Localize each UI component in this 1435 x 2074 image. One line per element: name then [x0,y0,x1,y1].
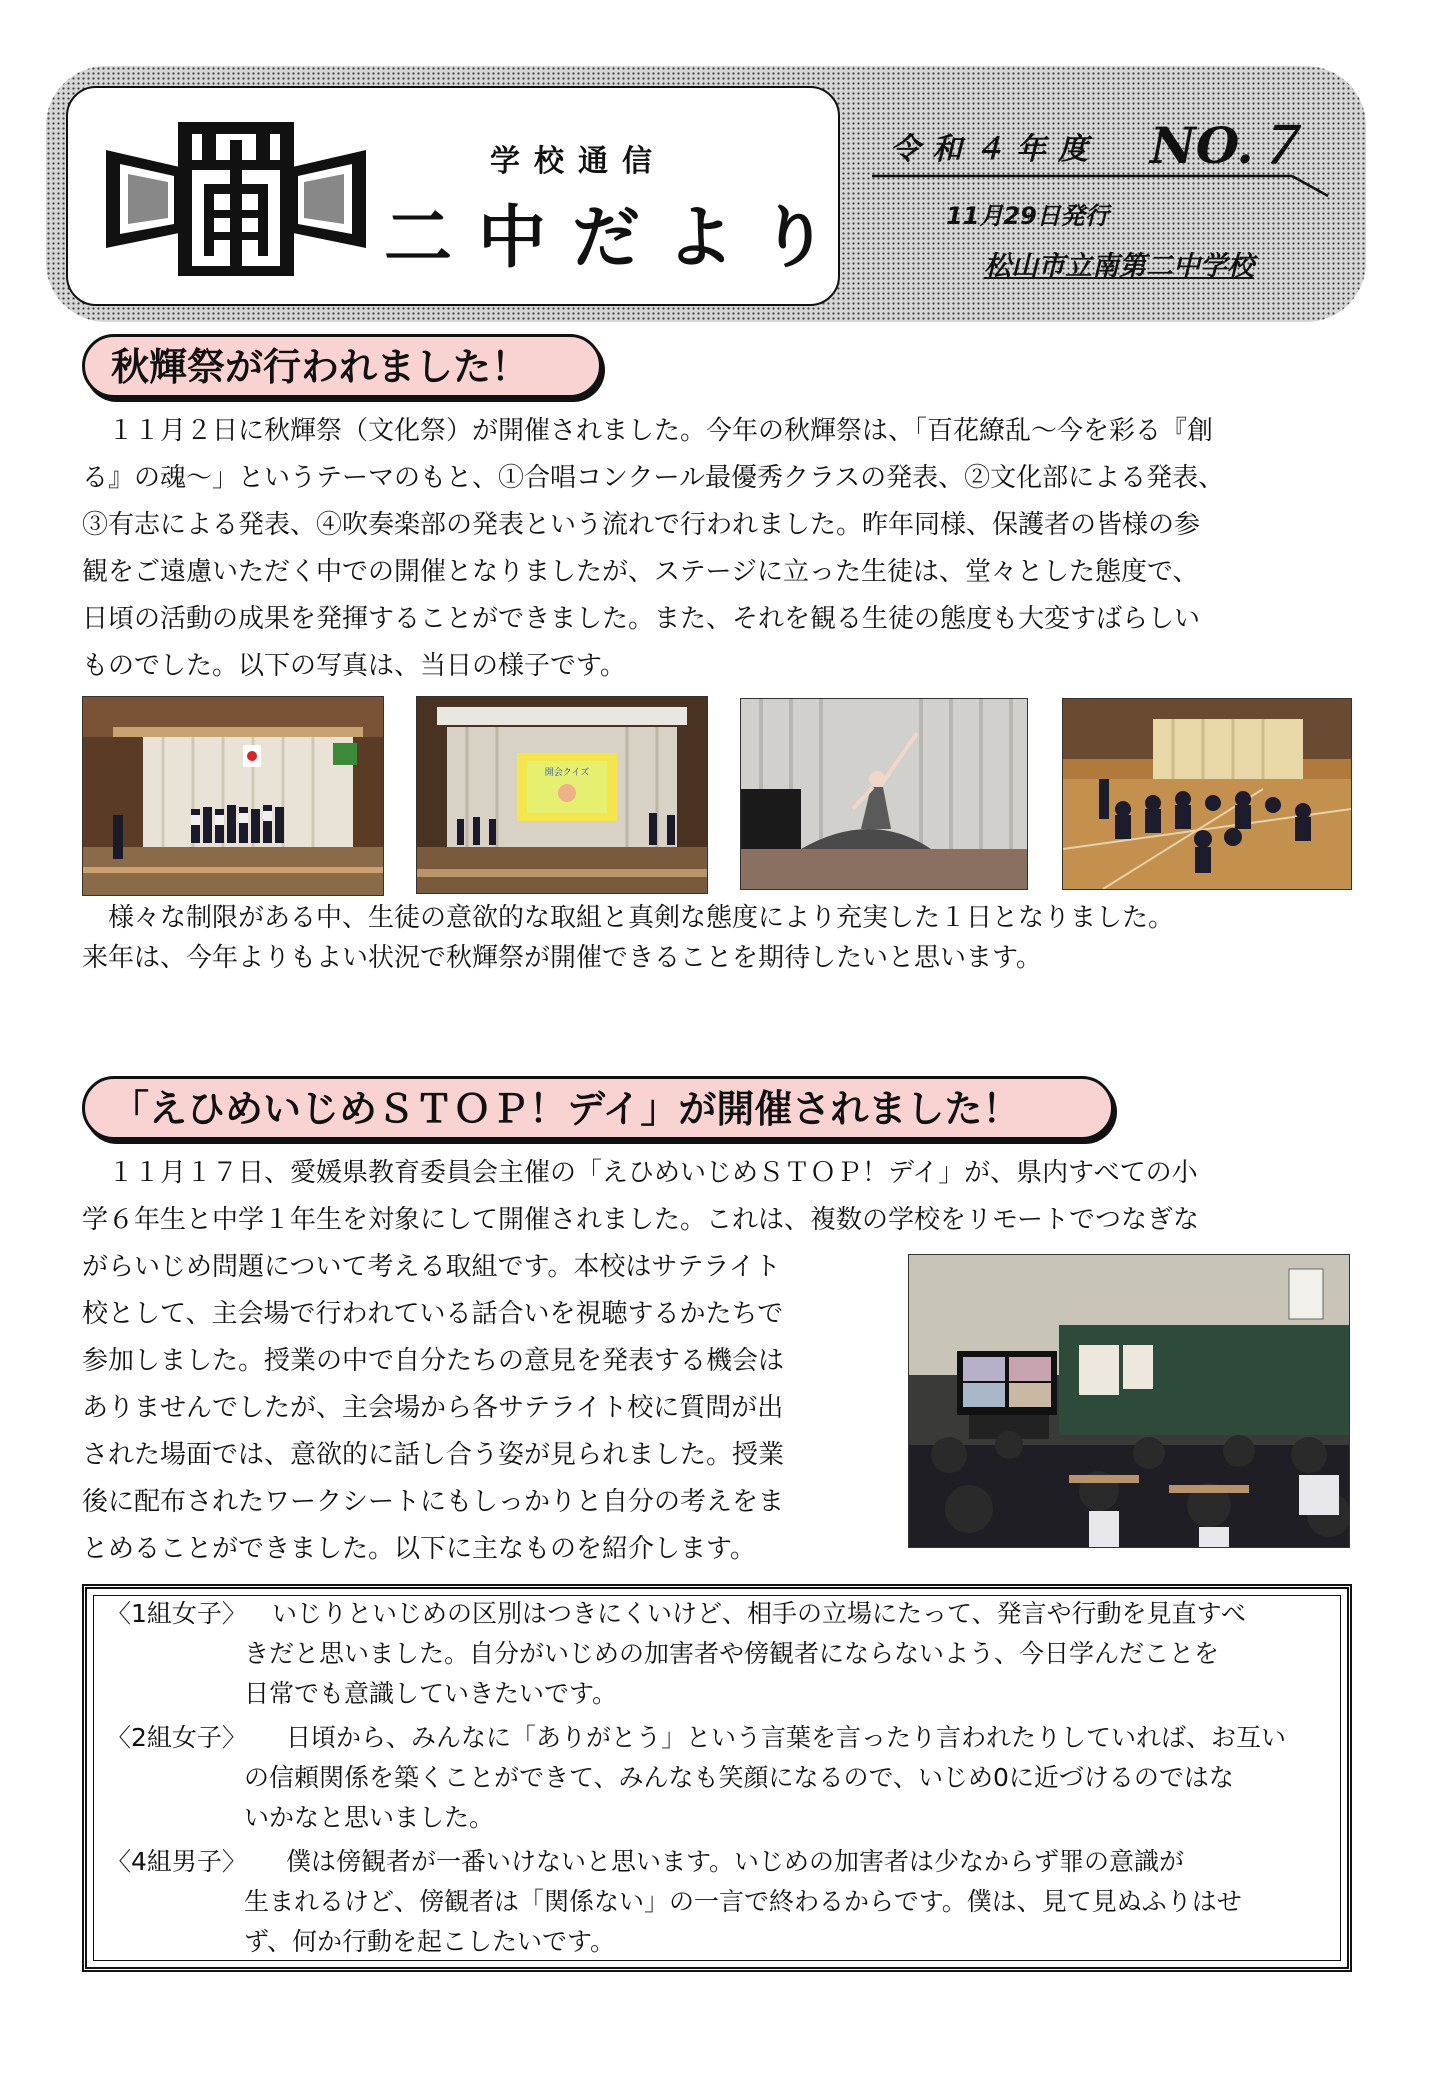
text-line: 観をご遠慮いただく中での開催となりましたが、ステージに立った生徒は、堂々とした態度で、 [82,557,1199,587]
photo-quiz-stage [416,696,708,894]
quote-line: いじりといじめの区別はつきにくいけど、相手の立場にたって、発言や行動を見直すべ [272,1599,1247,1628]
text-line: 学６年生と中学１年生を対象にして開催されました。これは、複数の学校をリモートでつなぎな [82,1205,1199,1235]
newsletter-kicker: 学校通信 [490,144,666,179]
issue-era: 令和４年度 [890,132,1100,167]
text-line: 参加しました。授業の中で自分たちの意見を発表する機会は [82,1346,785,1376]
newsletter-title: 二中だより [384,199,855,278]
text-line: 様々な制限がある中、生徒の意欲的な取組と真剣な態度により充実した１日となりました。 [82,903,1175,933]
issue-date: 11月29日発行 [946,202,1109,230]
text-line: 校として、主会場で行われている話合いを視聴するかたちで [82,1299,784,1329]
photo-choir-stage [82,696,384,896]
text-line: ③有志による発表、④吹奏楽部の発表という流れで行われました。昨年同様、保護者の皆様の参 [82,510,1201,540]
quote-line: 日常でも意識していきたいです。 [244,1679,618,1708]
quote-line: 僕は傍観者が一番いけないと思います。いじめの加害者は少なからず罪の意識が [286,1847,1185,1876]
quote-tag: 〈1組女子〉 [106,1599,247,1628]
school-crest-icon [106,120,366,278]
quote-line: ず、何か行動を起こしたいです。 [244,1927,616,1956]
quote-block-1 [82,1594,1352,1724]
quote-line: 日頃から、みんなに「ありがとう」という言葉を言ったり言われたりしていれば、お互い [286,1723,1287,1752]
festival-closing [82,898,1174,978]
quote-block-2 [82,1718,1352,1848]
quote-line: きだと思いました。自分がいじめの加害者や傍観者にならないよう、今日学んだことを [244,1639,1220,1668]
text-line: １１月１７日、愛媛県教育委員会主催の「えひめいじめＳＴＯＰ！デイ」が、県内すべての小 [82,1158,1198,1188]
festival-paragraph [82,408,1224,690]
quote-line: の信頼関係を築くことができて、みんなも笑顔になるので、いじめ0に近づけるのではな [244,1763,1234,1792]
stop-day-paragraph-top [82,1150,1199,1244]
text-line: とめることができました。以下に主なものを紹介します。 [82,1534,756,1564]
quote-tag: 〈2組女子〉 [106,1723,247,1752]
quote-line: 生まれるけど、傍観者は「関係ない」の一言で終わるからです。僕は、見て見ぬふりはせ [244,1887,1242,1916]
photo-dancer [740,698,1028,890]
text-line: る』の魂～」というテーマのもと、①合唱コンクール最優秀クラスの発表、②文化部による発表、 [82,463,1225,493]
issue-number: NO.７ [1150,116,1304,175]
text-line: 来年は、今年よりもよい状況で秋輝祭が開催できることを期待したいと思います。 [82,943,1042,973]
screen-text: 開会クイズ [544,768,590,778]
section-heading-festival: 秋輝祭が行われました！ [82,334,602,398]
text-line: がらいじめ問題について考える取組です。本校はサテライト [82,1252,781,1282]
text-line: １１月２日に秋輝祭（文化祭）が開催されました。今年の秋輝祭は、「百花繚乱～今を彩る『創 [82,416,1214,446]
text-line: ありませんでしたが、主会場から各サテライト校に質問が出 [82,1393,784,1423]
text-line: 日頃の活動の成果を発揮することができました。また、それを観る生徒の態度も大変すばらしい [82,604,1201,634]
quote-block-3 [82,1842,1352,1972]
photo-classroom-remote [908,1254,1350,1548]
school-name: 松山市立南第二中学校 [984,251,1254,282]
stop-day-paragraph-wrap [82,1244,784,1573]
quote-line: いかなと思いました。 [244,1803,495,1832]
text-line: ものでした。以下の写真は、当日の様子です。 [82,651,626,681]
section-heading-stop-day: 「えひめいじめＳＴＯＰ！デイ」が開催されました！ [82,1076,1114,1140]
photo-brass-band [1062,698,1352,890]
text-line: された場面では、意欲的に話し合う姿が見られました。授業 [82,1440,785,1470]
quote-tag: 〈4組男子〉 [106,1847,247,1876]
text-line: 後に配布されたワークシートにもしっかりと自分の考えをま [82,1487,785,1517]
